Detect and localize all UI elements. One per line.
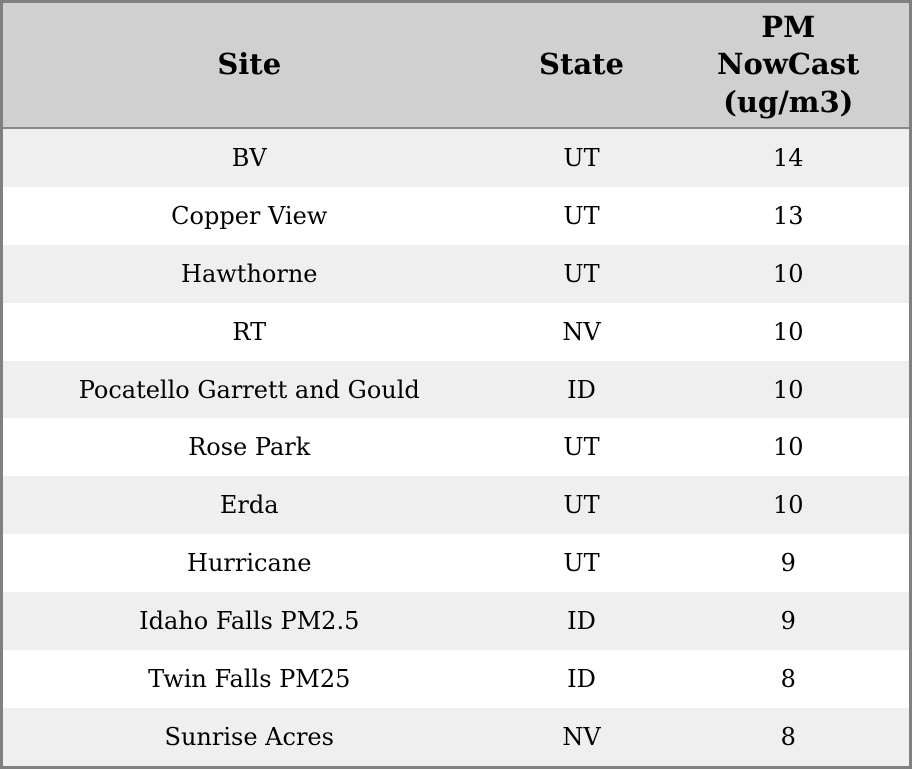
cell-site: Pocatello Garrett and Gould (78, 375, 420, 404)
column-header-pm-nowcast-label: PM NowCast (ug/m3) (717, 10, 860, 119)
table-row (2, 592, 911, 650)
table-body (2, 128, 911, 768)
cell-pm-nowcast: 13 (772, 201, 804, 230)
cell-pm-nowcast: 10 (772, 433, 804, 462)
cell-state: UT (563, 259, 600, 288)
cell-pm-nowcast: 8 (780, 722, 796, 751)
cell-pm-nowcast: 10 (772, 375, 804, 404)
cell-pm-nowcast: 8 (780, 664, 796, 693)
cell-site: Erda (219, 491, 279, 520)
cell-state: NV (562, 317, 601, 346)
cell-site: Hawthorne (181, 259, 318, 288)
column-header-pm-nowcast (668, 2, 911, 129)
table-header (2, 2, 911, 129)
cell-site: Copper View (171, 201, 328, 230)
cell-site: BV (231, 143, 267, 172)
cell-pm-nowcast: 10 (772, 317, 804, 346)
cell-state: UT (563, 143, 600, 172)
table-row (2, 534, 911, 592)
table-row (2, 361, 911, 419)
cell-pm-nowcast: 10 (772, 491, 804, 520)
cell-pm-nowcast: 9 (780, 549, 796, 578)
cell-site: RT (232, 317, 267, 346)
cell-state: NV (562, 722, 601, 751)
cell-site: Hurricane (187, 549, 312, 578)
cell-site: Twin Falls PM25 (148, 664, 351, 693)
table-row (2, 708, 911, 768)
cell-state: UT (563, 433, 600, 462)
column-header-state: State (496, 2, 668, 129)
column-header-site: Site (2, 2, 496, 129)
cell-state: UT (563, 491, 600, 520)
table-row (2, 303, 911, 361)
cell-site: Rose Park (188, 433, 311, 462)
table-row (2, 128, 911, 187)
cell-pm-nowcast: 9 (780, 607, 796, 636)
cell-pm-nowcast: 14 (772, 143, 804, 172)
cell-state: ID (567, 664, 596, 693)
cell-site: Idaho Falls PM2.5 (139, 607, 360, 636)
cell-pm-nowcast: 10 (772, 259, 804, 288)
cell-state: UT (563, 201, 600, 230)
cell-state: ID (567, 375, 596, 404)
cell-state: ID (567, 607, 596, 636)
cell-state: UT (563, 549, 600, 578)
table-row (2, 187, 911, 245)
table-row (2, 476, 911, 534)
header-row (2, 2, 911, 129)
cell-site: Sunrise Acres (164, 722, 334, 751)
table-row (2, 245, 911, 303)
table-row (2, 418, 911, 476)
table-row (2, 650, 911, 708)
